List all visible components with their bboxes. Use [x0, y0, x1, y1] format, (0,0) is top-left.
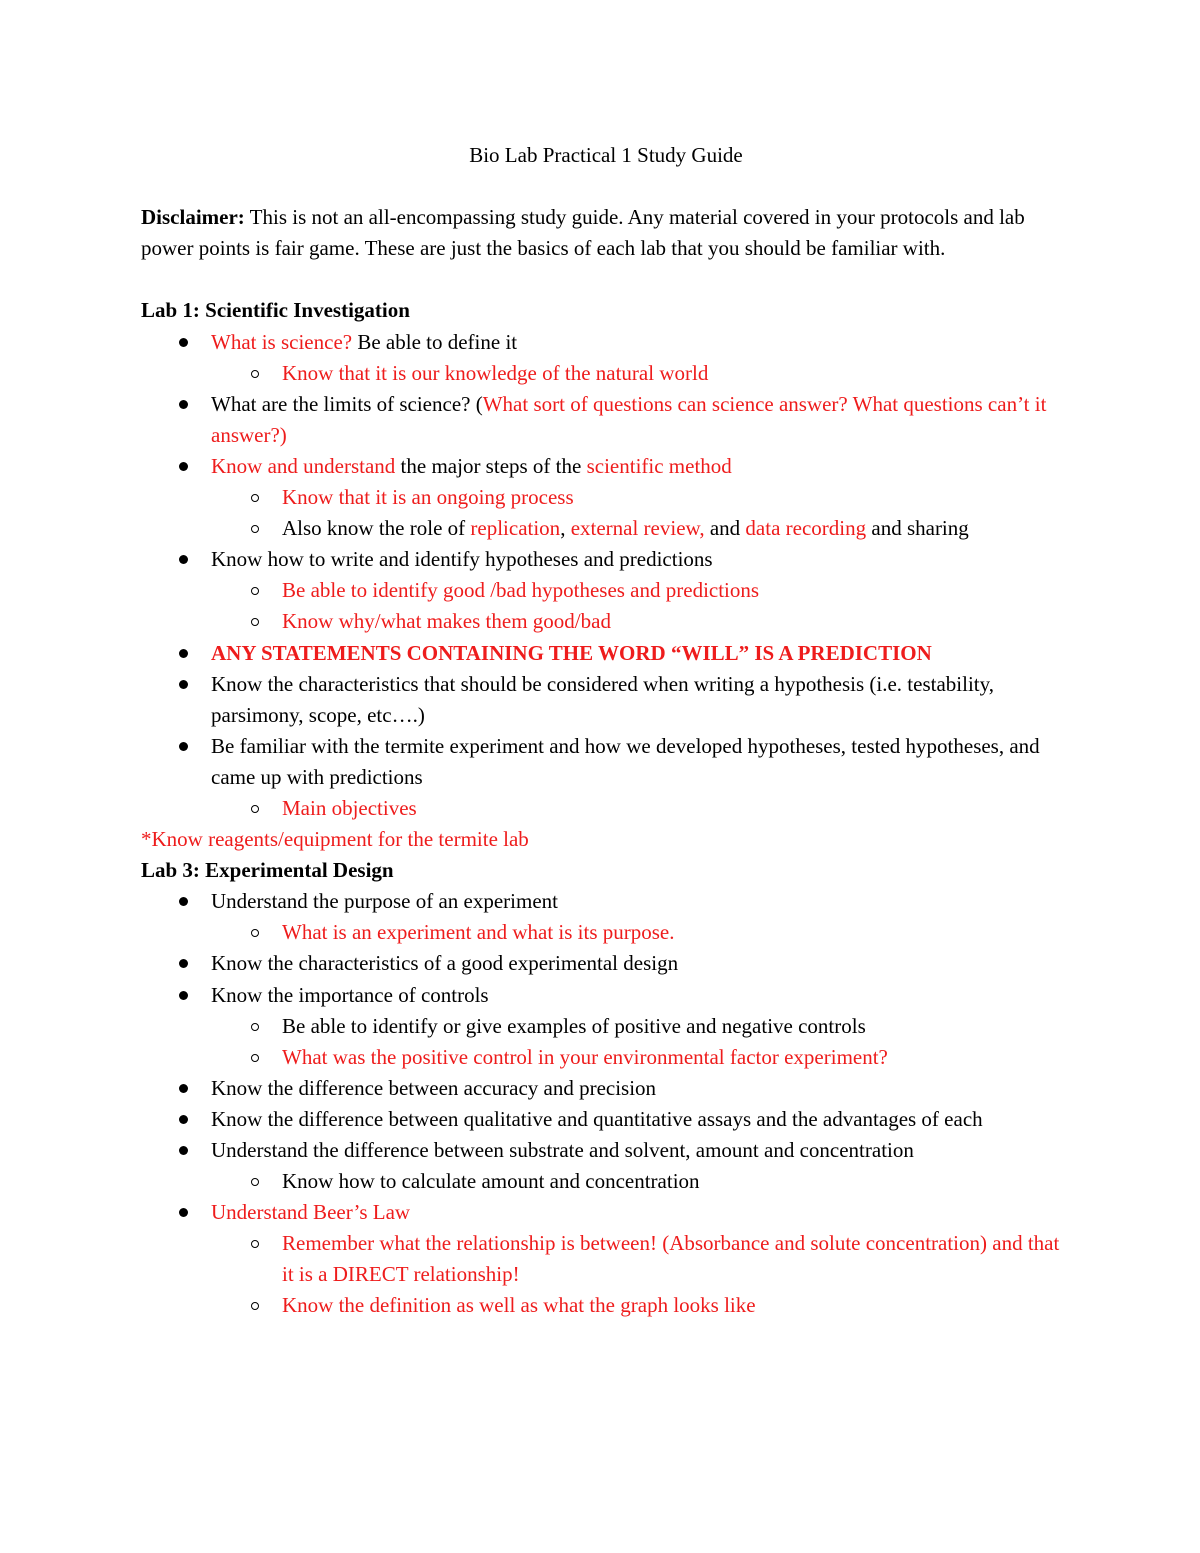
sub-item-text: Know that it is our knowledge of the natural world	[282, 360, 709, 385]
sub-list-item	[141, 575, 1071, 606]
list-item	[141, 1073, 1071, 1104]
bullet-icon	[179, 897, 188, 906]
item-text: Know the characteristics that should be considered when writing a hypothesis (i.e. testability, parsimony, scope, etc….)	[211, 671, 995, 727]
item-text: Know how to write and identify hypotheses and predictions	[211, 547, 713, 572]
bullet-icon	[179, 1208, 188, 1217]
item-text: Understand the purpose of an experiment	[211, 889, 558, 914]
hollow-bullet-icon	[251, 929, 259, 937]
item-text: Know the difference between qualitative and quantitative assays and the advantages of each	[211, 1106, 983, 1131]
sub-list-item	[141, 606, 1071, 637]
hollow-bullet-icon	[251, 1054, 259, 1062]
hollow-bullet-icon	[251, 1178, 259, 1186]
bullet-icon	[179, 959, 188, 968]
list-item	[141, 544, 1071, 575]
sub-list	[141, 1166, 1071, 1197]
item-text: What is science?	[211, 329, 353, 354]
document-page	[141, 140, 1071, 1322]
sub-item-text: Also know the role of	[282, 516, 471, 541]
lab3-list	[141, 886, 1071, 1321]
list-item	[141, 669, 1071, 731]
sub-list-item	[141, 1290, 1071, 1321]
bullet-icon	[179, 680, 188, 689]
item-text: Know the importance of controls	[211, 982, 489, 1007]
hollow-bullet-icon	[251, 618, 259, 626]
bullet-icon	[179, 555, 188, 564]
list-item	[141, 1135, 1071, 1166]
sub-list	[141, 358, 1071, 389]
hollow-bullet-icon	[251, 494, 259, 502]
list-item	[141, 389, 1071, 451]
item-text: scientific method	[586, 453, 732, 478]
sub-item-text: ,	[560, 516, 571, 541]
item-text: the major steps of the	[395, 453, 587, 478]
item-text: What sort of questions can science answer? What questions can’t it answer?)	[211, 391, 1047, 447]
sub-item-text: Be able to identify good /bad hypotheses and predictions	[282, 578, 760, 603]
sub-list	[141, 1011, 1071, 1073]
hollow-bullet-icon	[251, 1240, 259, 1248]
sub-item-text: Remember what the relationship is between! (Absorbance and solute concentration) and that it is a DIRECT relationship!	[282, 1231, 1060, 1287]
item-text: Know and understand	[211, 453, 396, 478]
sub-list-item	[141, 513, 1071, 544]
bullet-icon	[179, 991, 188, 1000]
sub-item-text: and sharing	[866, 516, 969, 541]
list-item	[141, 980, 1071, 1011]
lab1-heading: Lab 1: Scientific Investigation	[141, 298, 410, 323]
list-item	[141, 948, 1071, 979]
sub-list	[141, 917, 1071, 948]
list-item	[141, 731, 1071, 793]
item-text: ANY STATEMENTS CONTAINING THE WORD “WILL” IS A PREDICTION	[211, 640, 932, 665]
bullet-icon	[179, 462, 188, 471]
list-item	[141, 638, 1071, 669]
item-text: Understand the difference between substrate and solvent, amount and concentration	[211, 1138, 914, 1162]
sub-item-text: Know the definition as well as what the graph looks like	[282, 1293, 756, 1318]
hollow-bullet-icon	[251, 525, 259, 533]
list-item	[141, 1104, 1071, 1135]
sub-list-item	[141, 1042, 1071, 1073]
list-item	[141, 1197, 1071, 1228]
sub-item-text: and	[704, 516, 746, 541]
bullet-icon	[179, 1146, 188, 1155]
bullet-icon	[179, 338, 188, 347]
sub-item-text: Know how to calculate amount and concentration	[282, 1169, 700, 1194]
lab1-list	[141, 327, 1071, 825]
hollow-bullet-icon	[251, 370, 259, 378]
sub-item-text: replication	[470, 516, 561, 541]
sub-list	[141, 793, 1071, 824]
blank-line	[141, 264, 1071, 295]
bullet-icon	[179, 1115, 188, 1124]
blank-line	[141, 171, 1071, 202]
item-text: Know the difference between accuracy and precision	[211, 1075, 657, 1100]
sub-item-text: Main objectives	[282, 795, 417, 820]
hollow-bullet-icon	[251, 587, 259, 595]
item-text: Be familiar with the termite experiment and how we developed hypotheses, tested hypotheses, and came up with predictions	[211, 733, 1040, 789]
sub-item-text: What was the positive control in your environmental factor experiment?	[282, 1044, 888, 1069]
item-text: Understand Beer’s Law	[211, 1200, 411, 1225]
disclaimer-label: Disclaimer:	[141, 205, 245, 230]
sub-item-text: Know that it is an ongoing process	[282, 485, 574, 510]
sub-list-item	[141, 358, 1071, 389]
hollow-bullet-icon	[251, 1023, 259, 1031]
list-item	[141, 451, 1071, 482]
sub-item-text: Be able to identify or give examples of positive and negative controls	[282, 1013, 866, 1038]
sub-item-text: data recording	[745, 516, 867, 541]
list-item	[141, 327, 1071, 358]
hollow-bullet-icon	[251, 1302, 259, 1310]
disclaimer-text: This is not an all-encompassing study guide. Any material covered in your protocols and lab power points is fair game. These are just the basics of each lab that you should be familiar with.	[141, 205, 1025, 261]
sub-item-text: external review,	[570, 516, 705, 541]
sub-list-item	[141, 1228, 1071, 1290]
sub-list-item	[141, 1166, 1071, 1197]
lab3-heading: Lab 3: Experimental Design	[141, 858, 394, 883]
bullet-icon	[179, 1084, 188, 1093]
bullet-icon	[179, 742, 188, 751]
sub-list	[141, 482, 1071, 544]
hollow-bullet-icon	[251, 805, 259, 813]
sub-list	[141, 575, 1071, 637]
sub-item-text: Know why/what makes them good/bad	[282, 609, 611, 634]
lab1-note: *Know reagents/equipment for the termite lab	[141, 827, 529, 852]
sub-list	[141, 1228, 1071, 1321]
item-text: What are the limits of science? (	[211, 391, 483, 416]
sub-list-item	[141, 917, 1071, 948]
item-text: Be able to define it	[352, 329, 518, 354]
bullet-icon	[179, 400, 188, 409]
document-title: Bio Lab Practical 1 Study Guide	[469, 143, 743, 167]
sub-item-text: What is an experiment and what is its purpose.	[282, 920, 675, 945]
sub-list-item	[141, 793, 1071, 824]
bullet-icon	[179, 649, 188, 658]
sub-list-item	[141, 482, 1071, 513]
sub-list-item	[141, 1011, 1071, 1042]
disclaimer-paragraph	[141, 202, 1071, 264]
list-item	[141, 886, 1071, 917]
item-text: Know the characteristics of a good experimental design	[211, 951, 679, 976]
